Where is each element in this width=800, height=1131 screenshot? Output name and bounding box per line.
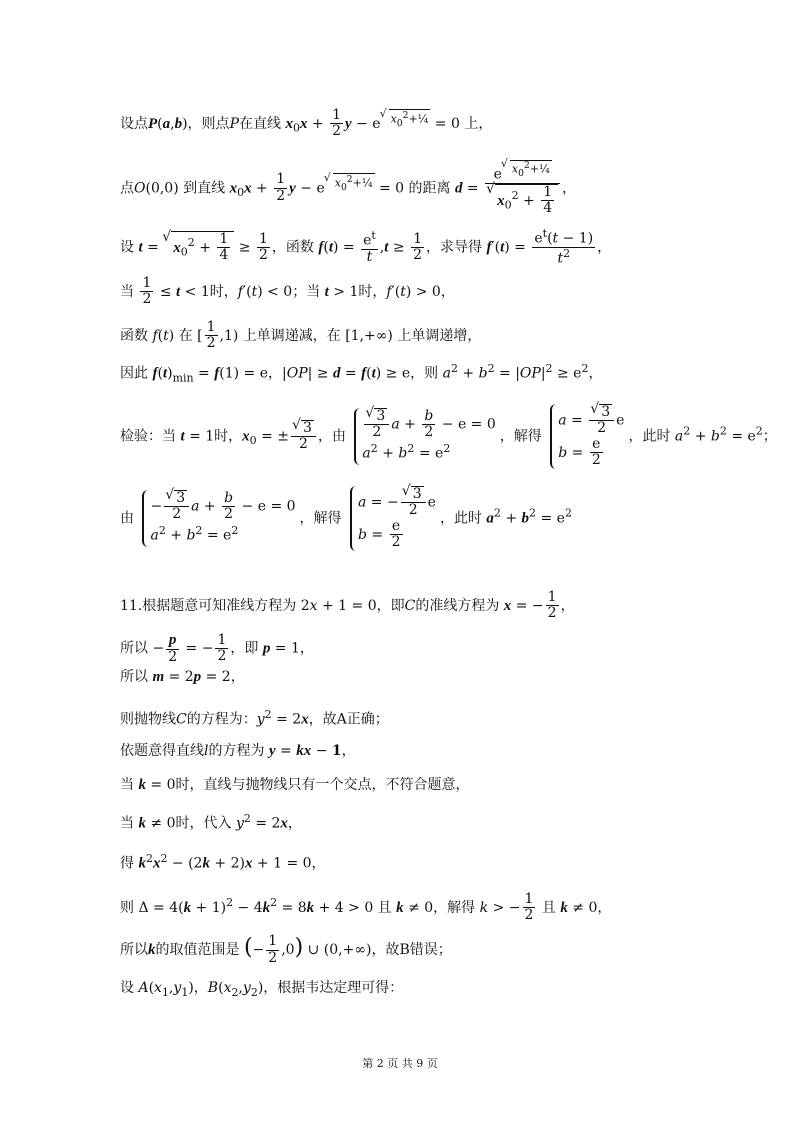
text-line-1: 设点P(a,b)，则点P在直线 $x_0x$ + $\frac{1}{2}$ y − e√ $^{x_0^2+\frac{1}{4}}$ = 0 上， xyxy=(120,108,760,140)
page-footer: 第 2 页 共 9 页 xyxy=(362,1057,438,1070)
text-line-18: 所以k的取值范围是 (− $\frac{1}{2}$ ,0) ∪ (0,+∞)，故B错误； xyxy=(120,933,452,966)
text-line-17: 则 $\Delta = 4(k + 1)^2 - 4k^2 = 8k + 4 > 0$ 且 k ≠ 0，解得 k > − $\frac{1}{2}$ 且 k ≠ 0， xyxy=(120,891,612,924)
text-line-7: 检验：当 t = 1时，$x_0$ = ± √ $\frac{3}{2}$ ，由 √ $\frac{3}{2}$ a + $\frac{b}{2}$ − e = 0 $a^2 + b^2 = e^2$ ，解得 a = √ $\frac{3}{2}$ e b = $\frac{e}{2}$ ，此时 $a^2 + b^2 = e^2$； xyxy=(120,404,760,469)
text-line-2: 点O(0,0) 到直线 $x_0x$ + $\frac{1}{2}$ y − e√ $^{x_0^2+\frac{1}{4}}$ = 0 的距离 d = e√ $^{x_0^2+\frac{1}{4}}$ √ $x_0^2$ + $\frac{1}{4}$ ， xyxy=(120,160,760,216)
text-line-8: 由 − √ $\frac{3}{2}$ a + $\frac{b}{2}$ − e = 0 $a^2 + b^2 = e^2$ ，解得 a = − √ $\frac{3}{2}$ e b = $\frac{e}{2}$ ，此时 $a^2 + b^2 = e^2$ xyxy=(120,486,760,551)
text-line-9: 11.根据题意可知准线方程为 2x + 1 = 0，即C的准线方程为 x = − $\frac{1}{2}$ ， xyxy=(120,589,575,622)
text-line-4: 当 $\frac{1}{2}$ ≤ t < 1时，f′(t) < 0；当 t > 1时，f′(t) > 0， xyxy=(120,275,455,308)
text-line-12: 则抛物线C的方程为：$y^2 = 2x$，故A正确； xyxy=(120,708,389,728)
text-line-11: 所以 m = 2p = 2， xyxy=(120,669,245,685)
text-line-16: 得 $k^2x^2 - (2k + 2)x + 1 = 0$， xyxy=(120,852,326,872)
text-line-19: 设 $A(x_1,y_1)$，$B(x_2,y_2)$，根据韦达定理可得： xyxy=(120,980,404,999)
text-line-14: 当 k = 0时，直线与抛物线只有一个交点，不符合题意， xyxy=(120,777,470,793)
text-line-5: 函数 f(t) 在 [ $\frac{1}{2}$ ,1) 上单调递减，在 [1,+∞) 上单调递增， xyxy=(120,319,482,352)
text-line-3: 设 t = √ $x_0^2$ + $\frac{1}{4}$ ≥ $\frac{1}{2}$ ，函数 f(t) = $\frac{e^t}{t}$ ,t ≥ $\frac{1}{2}$ ，求导得 f′(t) = $\frac{e^t(t - 1)}{t^2}$ ， xyxy=(120,228,760,267)
text-line-10: 所以 − $\frac{p}{2}$ = − $\frac{1}{2}$ ，即 p = 1， xyxy=(120,631,314,665)
text-line-13: 依题意得直线l的方程为 y = kx − 1， xyxy=(120,743,356,759)
text-line-15: 当 k ≠ 0时，代入 $y^2 = 2x$， xyxy=(120,812,302,832)
text-line-6: 因此 $f(t)_{min} = f(1) = e$，|OP| ≥ d = f(t) ≥ e，则 $a^2 + b^2 = |OP|^2 \ge e^2$， xyxy=(120,362,603,385)
